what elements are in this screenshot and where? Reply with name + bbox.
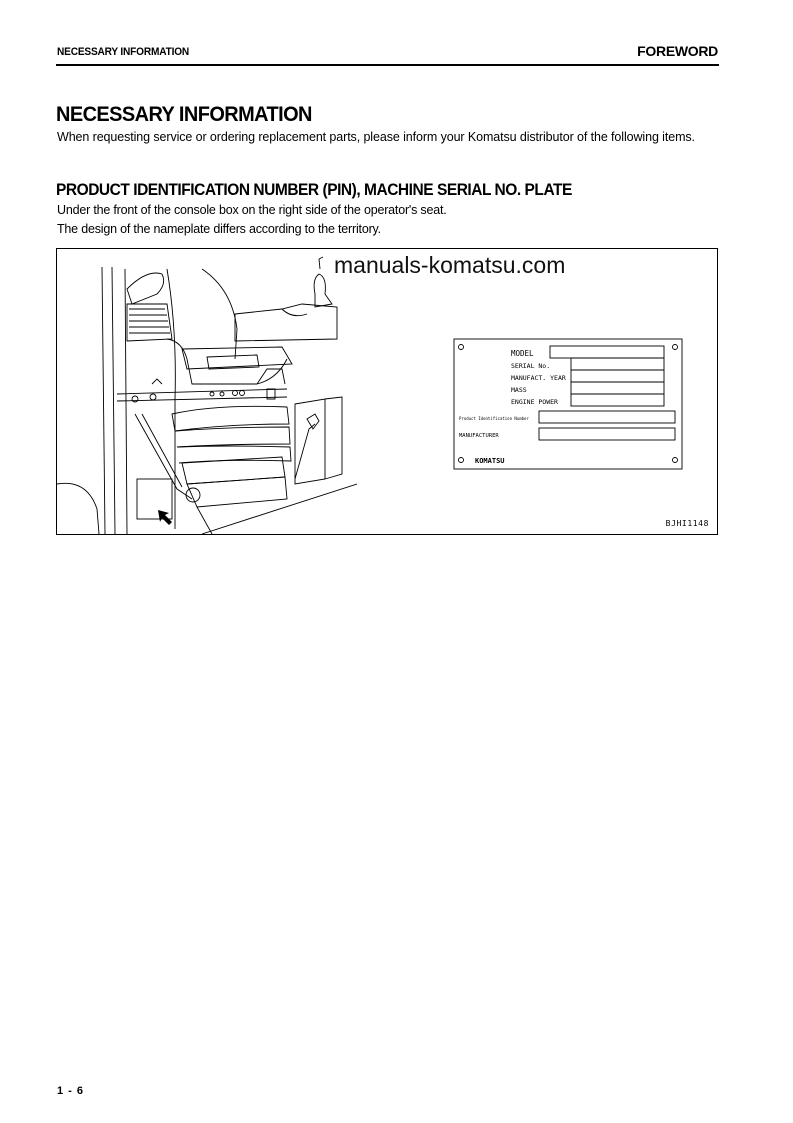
- location-arrow-icon: [155, 507, 175, 527]
- figure-code: BJHI1148: [665, 519, 709, 528]
- nameplate-field-year: MANUFACT. YEAR: [511, 374, 566, 382]
- nameplate-field-pin: Product Identification Number: [459, 416, 529, 421]
- serial-number-nameplate: [453, 338, 683, 470]
- watermark: manuals-komatsu.com: [334, 252, 566, 278]
- nameplate-field-model: MODEL: [511, 349, 534, 358]
- location-text: Under the front of the console box on the right side of the operator's seat.: [57, 203, 447, 217]
- running-header-section: NECESSARY INFORMATION: [57, 46, 190, 58]
- nameplate-field-manufacturer: MANUFACTURER: [459, 433, 499, 439]
- page-title: NECESSARY INFORMATION: [56, 103, 312, 126]
- komatsu-logo: KOMATSU: [475, 457, 505, 465]
- figure-frame: [56, 248, 718, 535]
- running-header-chapter: FOREWORD: [637, 43, 718, 59]
- operator-seat-illustration: [57, 249, 357, 534]
- nameplate-field-mass: MASS: [511, 386, 527, 394]
- nameplate-field-serial: SERIAL No.: [511, 362, 551, 370]
- intro-paragraph: When requesting service or ordering replacement parts, please inform your Komatsu distributor of the following items.: [57, 130, 695, 144]
- page-number: 1 - 6: [57, 1085, 85, 1097]
- subsection-title: PRODUCT IDENTIFICATION NUMBER (PIN), MACHINE SERIAL NO. PLATE: [56, 181, 572, 199]
- nameplate-field-engine-power: ENGINE POWER: [511, 398, 558, 406]
- territory-note: The design of the nameplate differs according to the territory.: [57, 222, 381, 236]
- header-divider: [56, 64, 719, 66]
